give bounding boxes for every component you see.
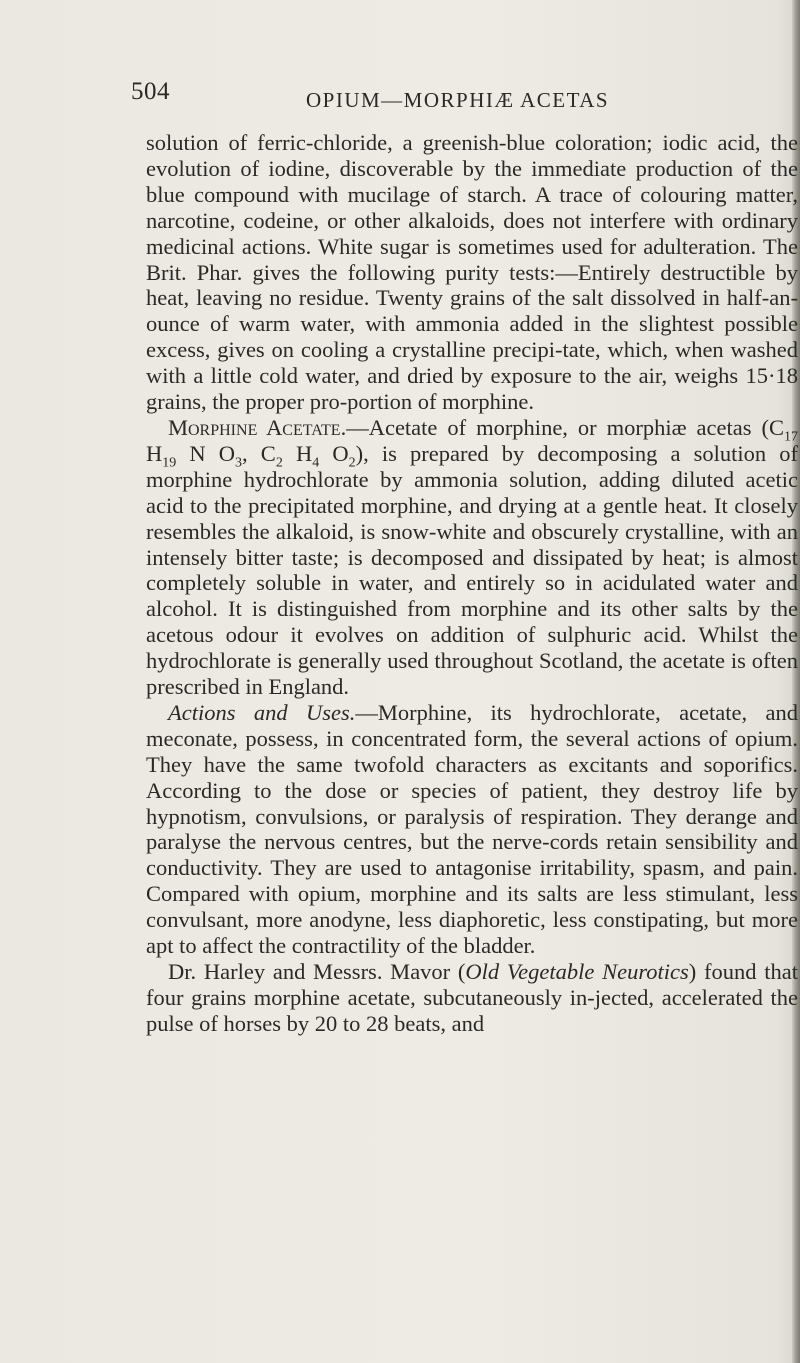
section-heading-actions-and-uses: Actions and Uses. [168, 699, 356, 725]
paragraph-text: Dr. Harley and Messrs. Mavor ( [168, 959, 466, 984]
paragraph-text: —Morphine, its hydrochlorate, acetate, and meconate, possess, in concentrated form, the several actions of opium. They have the same twofold characters as excitants and soporifics. According to the dose or species of patient, they destroy life by hypnotism, convulsions, or paralysis of respiration. They derange and paralyse the nervous centres, but the nerve-cords retain sensibility and conductivity. They are used to antagonise irritability, spasm, and pain. Compared with opium, morphine and its salts are less stimulant, less convulsant, more anodyne, less diaphoretic, less constipating, but more apt to affect the contractility of the bladder. [146, 699, 798, 959]
paragraph-actions-and-uses [146, 700, 798, 959]
paragraph-morphine-acetate [146, 415, 798, 700]
page-header [0, 70, 800, 110]
paragraph-purity-tests: solution of ferric-chloride, a greenish-blue coloration; iodic acid, the evolution of iodine, discoverable by the immediate production of the blue compound with mucilage of starch. A trace of colouring matter, narcotine, codeine, or other alkaloids, does not interfere with ordinary medicinal actions. White sugar is sometimes used for adulteration. The Brit. Phar. gives the following purity tests:—Entirely destructible by heat, leaving no residue. Twenty grains of the salt dissolved in half-an-ounce of warm water, with ammonia added in the slightest possible excess, gives on cooling a crystalline precipi-tate, which, when washed with a little cold water, and dried by exposure to the air, weighs 15·18 grains, the proper pro-portion of morphine. [146, 130, 798, 415]
paragraph-text: ), is prepared by decomposing a solution of morphine hydrochlorate by ammonia solution, adding diluted acetic acid to the precipitated morphine, and drying at a gentle heat. It closely resembles the alkaloid, is snow-white and obscurely crystalline, with an intensely bitter taste; is decomposed and dissipated by heat; is almost completely soluble in water, and entirely so in acidulated water and alcohol. It is distinguished from morphine and its other salts by the acetous odour it evolves on addition of sulphuric acid. Whilst the hydrochlorate is generally used throughout Scotland, the acetate is often prescribed in England. [146, 440, 799, 700]
page-number: 504 [131, 78, 170, 105]
paragraph-text: ) found that four grains morphine acetate, subcutaneously in-jected, accelerated the pulse of horses by 20 to 28 beats, and [146, 959, 799, 1036]
cited-work-title: Old Vegetable Neurotics [465, 959, 689, 984]
running-head: OPIUM—MORPHIÆ ACETAS [306, 88, 610, 112]
section-heading-morphine-acetate: Morphine Acetate. [168, 414, 347, 440]
body-text [146, 130, 798, 1037]
chemical-formula: $C_{17}$ $H_{19}$ N $O_3$, $C_2$ $H_4$ $O_2$ [146, 414, 798, 471]
paragraph-text: —Acetate of morphine, or morphiæ acetas ( [346, 414, 769, 440]
paragraph-harley-mavor [146, 959, 798, 1037]
